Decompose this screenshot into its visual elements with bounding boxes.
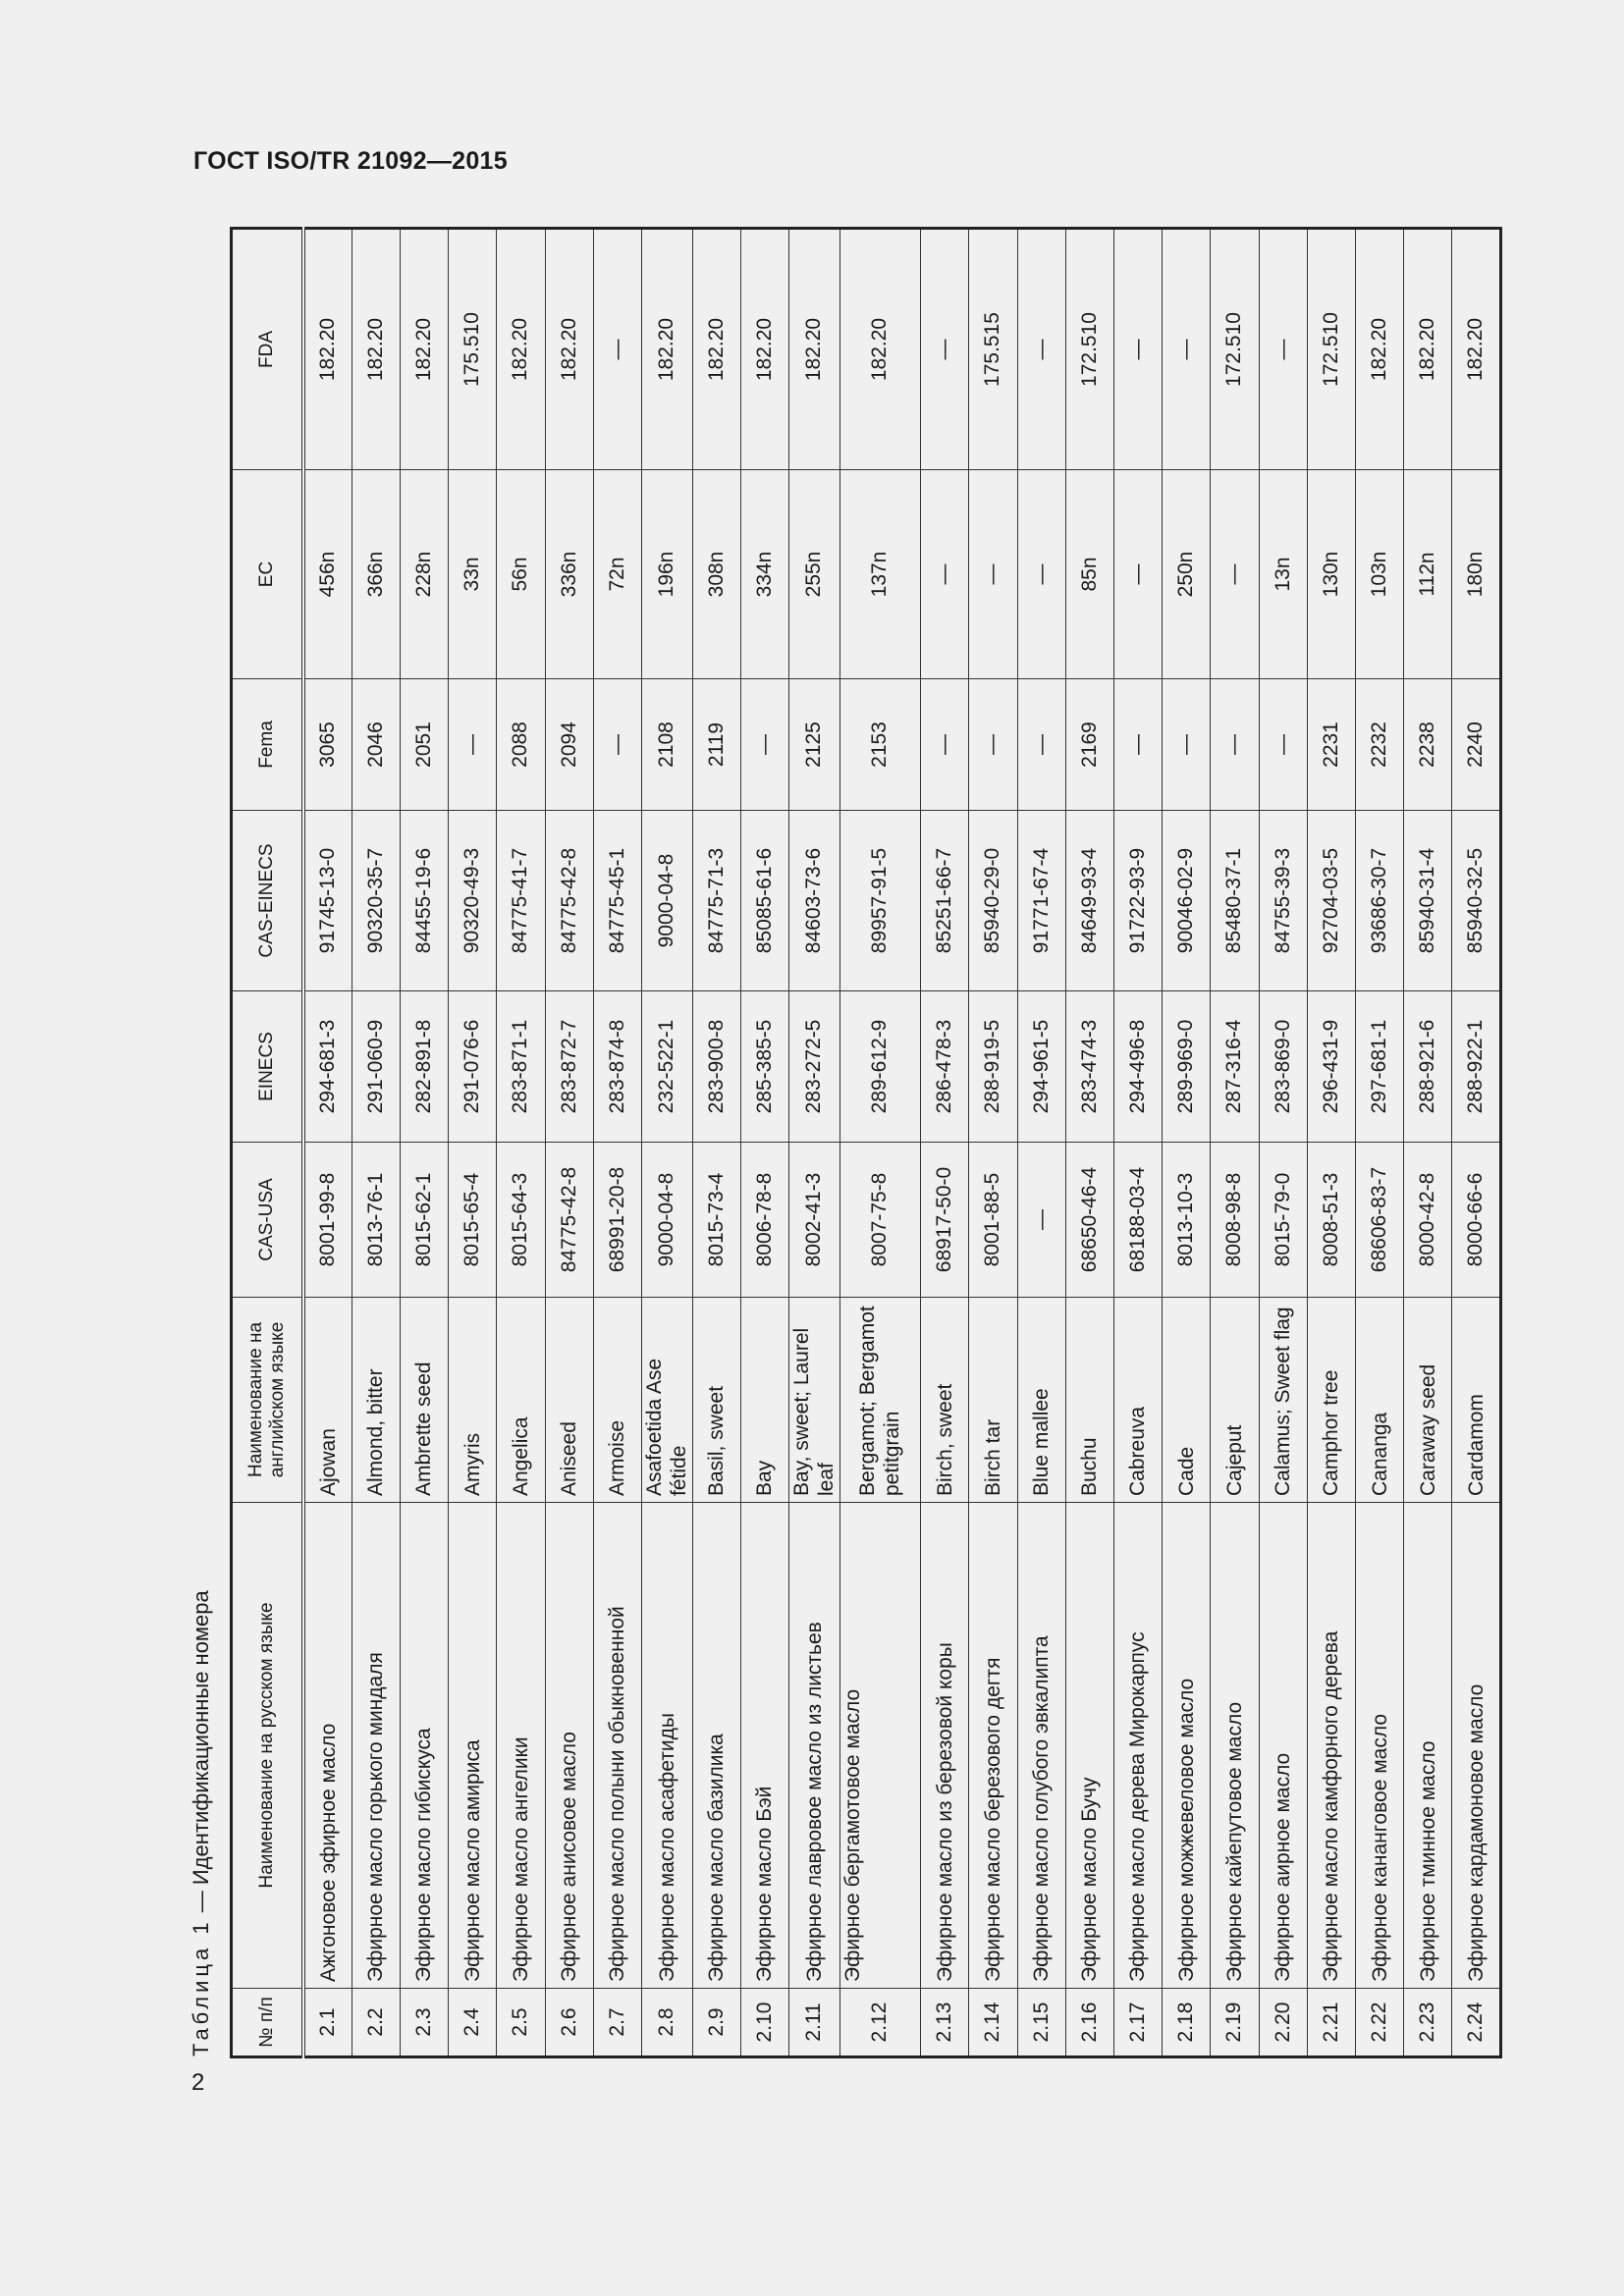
cas-einecs-cell: 90320-35-7	[352, 811, 400, 991]
table-row	[969, 229, 1017, 2057]
row-number-cell: 2.13	[921, 1989, 969, 2057]
ec-cell: —	[1017, 470, 1065, 679]
cas-einecs-cell: 85940-31-4	[1404, 811, 1452, 991]
cas-einecs-cell: 85940-32-5	[1452, 811, 1501, 991]
ec-cell: 196n	[642, 470, 693, 679]
cas-einecs-cell: 84603-73-6	[789, 811, 840, 991]
table-row	[1259, 229, 1307, 2057]
ec-cell: 137n	[839, 470, 920, 679]
en-name-cell: Bergamot; Bergamot petitgrain	[839, 1298, 920, 1503]
ru-name-cell: Эфирное масло Бэй	[740, 1503, 788, 1989]
ru-name-cell: Эфирное масло гибискуса	[400, 1503, 448, 1989]
einecs-cell: 288-922-1	[1452, 991, 1501, 1143]
ec-cell: 112n	[1404, 470, 1452, 679]
fda-cell: 172.510	[1211, 229, 1259, 470]
cas-usa-cell: 8001-88-5	[969, 1143, 1017, 1298]
fema-cell: 2094	[545, 679, 593, 811]
row-number-cell: 2.11	[789, 1989, 840, 2057]
einecs-cell: 294-681-3	[303, 991, 352, 1143]
cas-usa-cell: 68188-03-4	[1113, 1143, 1162, 1298]
cas-usa-cell: 68917-50-0	[921, 1143, 969, 1298]
fema-cell: 2153	[839, 679, 920, 811]
ec-cell: 366n	[352, 470, 400, 679]
fema-cell: 2108	[642, 679, 693, 811]
einecs-cell: 282-891-8	[400, 991, 448, 1143]
fema-cell: 2232	[1356, 679, 1404, 811]
table-row	[921, 229, 969, 2057]
ru-name-cell: Эфирное масло базилика	[692, 1503, 740, 1989]
einecs-cell: 294-496-8	[1113, 991, 1162, 1143]
ru-name-cell: Эфирное масло ангелики	[497, 1503, 545, 1989]
fema-cell: 2231	[1307, 679, 1355, 811]
ru-name-cell: Эфирное масло голубого эвкалипта	[1017, 1503, 1065, 1989]
cas-usa-cell: 8015-79-0	[1259, 1143, 1307, 1298]
ec-cell: —	[969, 470, 1017, 679]
row-number-cell: 2.7	[593, 1989, 641, 2057]
ru-name-cell: Эфирное анисовое масло	[545, 1503, 593, 1989]
fema-cell: —	[449, 679, 497, 811]
cas-einecs-cell: 85085-61-6	[740, 811, 788, 991]
ec-cell: 456n	[303, 470, 352, 679]
cas-usa-cell: 68606-83-7	[1356, 1143, 1404, 1298]
en-name-cell: Bay	[740, 1298, 788, 1503]
einecs-cell: 283-869-0	[1259, 991, 1307, 1143]
en-name-cell: Cardamom	[1452, 1298, 1501, 1503]
ec-cell: 308n	[692, 470, 740, 679]
table-row	[1307, 229, 1355, 2057]
row-number-cell: 2.6	[545, 1989, 593, 2057]
ec-cell: 334n	[740, 470, 788, 679]
fema-cell: 3065	[303, 679, 352, 811]
row-number-cell: 2.3	[400, 1989, 448, 2057]
header-cell: Наименование на русском языке	[232, 1503, 304, 1989]
fema-cell: 2169	[1065, 679, 1113, 811]
table-row	[1017, 229, 1065, 2057]
table-row	[1113, 229, 1162, 2057]
ru-name-cell: Эфирное масло из березовой коры	[921, 1503, 969, 1989]
fda-cell: —	[1113, 229, 1162, 470]
einecs-cell: 297-681-1	[1356, 991, 1404, 1143]
einecs-cell: 232-522-1	[642, 991, 693, 1143]
cas-usa-cell: 68650-46-4	[1065, 1143, 1113, 1298]
table-caption	[189, 1590, 214, 2056]
page-number: 2	[191, 2069, 205, 2096]
ec-cell: —	[1211, 470, 1259, 679]
cas-usa-cell: 8015-62-1	[400, 1143, 448, 1298]
table-row	[1211, 229, 1259, 2057]
row-number-cell: 2.1	[303, 1989, 352, 2057]
cas-usa-cell: 8008-98-8	[1211, 1143, 1259, 1298]
table-row	[692, 229, 740, 2057]
fema-cell: —	[1113, 679, 1162, 811]
row-number-cell: 2.20	[1259, 1989, 1307, 2057]
fema-cell: 2119	[692, 679, 740, 811]
fema-cell: —	[1259, 679, 1307, 811]
ru-name-cell: Эфирное масло дерева Мирокарпус	[1113, 1503, 1162, 1989]
table-row	[642, 229, 693, 2057]
ec-cell: 13n	[1259, 470, 1307, 679]
fema-cell: —	[740, 679, 788, 811]
fda-cell: 182.20	[1452, 229, 1501, 470]
fda-cell: —	[1163, 229, 1211, 470]
fda-cell: 175.510	[449, 229, 497, 470]
row-number-cell: 2.12	[839, 1989, 920, 2057]
en-name-cell: Caraway seed	[1404, 1298, 1452, 1503]
rotated-table-wrapper	[230, 230, 1502, 2058]
row-number-cell: 2.15	[1017, 1989, 1065, 2057]
fema-cell: —	[921, 679, 969, 811]
identification-table	[230, 227, 1502, 2058]
ec-cell: 56n	[497, 470, 545, 679]
ru-name-cell: Эфирное масло Бучу	[1065, 1503, 1113, 1989]
fema-cell: —	[593, 679, 641, 811]
table-body	[303, 229, 1501, 2057]
ec-cell: 85n	[1065, 470, 1113, 679]
ru-name-cell: Эфирное лавровое масло из листьев	[789, 1503, 840, 1989]
cas-einecs-cell: 91722-93-9	[1113, 811, 1162, 991]
cas-einecs-cell: 91745-13-0	[303, 811, 352, 991]
einecs-cell: 291-060-9	[352, 991, 400, 1143]
cas-usa-cell: 8015-65-4	[449, 1143, 497, 1298]
fda-cell: 172.510	[1065, 229, 1113, 470]
header-cell: Fema	[232, 679, 304, 811]
header-row	[232, 229, 304, 2057]
einecs-cell: 283-871-1	[497, 991, 545, 1143]
fema-cell: —	[1211, 679, 1259, 811]
en-name-cell: Cajeput	[1211, 1298, 1259, 1503]
cas-einecs-cell: 85480-37-1	[1211, 811, 1259, 991]
en-name-cell: Basil, sweet	[692, 1298, 740, 1503]
cas-usa-cell: 8000-42-8	[1404, 1143, 1452, 1298]
row-number-cell: 2.18	[1163, 1989, 1211, 2057]
fema-cell: 2051	[400, 679, 448, 811]
cas-usa-cell: 8002-41-3	[789, 1143, 840, 1298]
ec-cell: 103n	[1356, 470, 1404, 679]
ec-cell: 72n	[593, 470, 641, 679]
header-cell: EINECS	[232, 991, 304, 1143]
table-row	[1404, 229, 1452, 2057]
row-number-cell: 2.2	[352, 1989, 400, 2057]
ec-cell: 33n	[449, 470, 497, 679]
cas-usa-cell: 8013-76-1	[352, 1143, 400, 1298]
ru-name-cell: Эфирное кардамоновое масло	[1452, 1503, 1501, 1989]
row-number-cell: 2.22	[1356, 1989, 1404, 2057]
cas-usa-cell: 84775-42-8	[545, 1143, 593, 1298]
cas-usa-cell: 8006-78-8	[740, 1143, 788, 1298]
fema-cell: 2238	[1404, 679, 1452, 811]
cas-einecs-cell: 84775-41-7	[497, 811, 545, 991]
table-row	[740, 229, 788, 2057]
table-row	[593, 229, 641, 2057]
einecs-cell: 291-076-6	[449, 991, 497, 1143]
table-row	[789, 229, 840, 2057]
ec-cell: 130n	[1307, 470, 1355, 679]
fema-cell: —	[969, 679, 1017, 811]
row-number-cell: 2.16	[1065, 1989, 1113, 2057]
table-row	[303, 229, 352, 2057]
row-number-cell: 2.14	[969, 1989, 1017, 2057]
einecs-cell: 288-919-5	[969, 991, 1017, 1143]
ec-cell: 228n	[400, 470, 448, 679]
cas-usa-cell: 8015-64-3	[497, 1143, 545, 1298]
header-cell: CAS-USA	[232, 1143, 304, 1298]
fema-cell: 2088	[497, 679, 545, 811]
row-number-cell: 2.4	[449, 1989, 497, 2057]
table-row	[497, 229, 545, 2057]
fda-cell: 182.20	[497, 229, 545, 470]
cas-einecs-cell: 84775-45-1	[593, 811, 641, 991]
ru-name-cell: Эфирное аирное масло	[1259, 1503, 1307, 1989]
en-name-cell: Cananga	[1356, 1298, 1404, 1503]
cas-usa-cell: 8007-75-8	[839, 1143, 920, 1298]
fda-cell: 182.20	[789, 229, 840, 470]
header-cell: FDA	[232, 229, 304, 470]
header-cell: № п/п	[232, 1989, 304, 2057]
fda-cell: 182.20	[352, 229, 400, 470]
fema-cell: 2046	[352, 679, 400, 811]
en-name-cell: Cabreuva	[1113, 1298, 1162, 1503]
einecs-cell: 283-874-8	[593, 991, 641, 1143]
fema-cell: —	[1017, 679, 1065, 811]
einecs-cell: 283-900-8	[692, 991, 740, 1143]
table-row	[352, 229, 400, 2057]
cas-einecs-cell: 84775-71-3	[692, 811, 740, 991]
ru-name-cell: Эфирное масло камфорного дерева	[1307, 1503, 1355, 1989]
header-cell: EC	[232, 470, 304, 679]
cas-einecs-cell: 84775-42-8	[545, 811, 593, 991]
cas-einecs-cell: 85940-29-0	[969, 811, 1017, 991]
cas-usa-cell: 8001-99-8	[303, 1143, 352, 1298]
ru-name-cell: Эфирное бергамотовое масло	[839, 1503, 920, 1989]
fema-cell: —	[1163, 679, 1211, 811]
cas-einecs-cell: 90320-49-3	[449, 811, 497, 991]
cas-einecs-cell: 84649-93-4	[1065, 811, 1113, 991]
en-name-cell: Camphor tree	[1307, 1298, 1355, 1503]
ec-cell: —	[1113, 470, 1162, 679]
einecs-cell: 286-478-3	[921, 991, 969, 1143]
fda-cell: 182.20	[839, 229, 920, 470]
en-name-cell: Buchu	[1065, 1298, 1113, 1503]
en-name-cell: Aniseed	[545, 1298, 593, 1503]
fda-cell: 175.515	[969, 229, 1017, 470]
ru-name-cell: Эфирное тминное масло	[1404, 1503, 1452, 1989]
en-name-cell: Birch tar	[969, 1298, 1017, 1503]
table-caption-text: — Идентификационные номера	[189, 1590, 213, 1919]
einecs-cell: 287-316-4	[1211, 991, 1259, 1143]
en-name-cell: Cade	[1163, 1298, 1211, 1503]
ec-cell: —	[921, 470, 969, 679]
en-name-cell: Calamus; Sweet flag	[1259, 1298, 1307, 1503]
einecs-cell: 296-431-9	[1307, 991, 1355, 1143]
cas-einecs-cell: 93686-30-7	[1356, 811, 1404, 991]
row-number-cell: 2.23	[1404, 1989, 1452, 2057]
en-name-cell: Ajowan	[303, 1298, 352, 1503]
table-row	[1356, 229, 1404, 2057]
row-number-cell: 2.24	[1452, 1989, 1501, 2057]
ec-cell: 180n	[1452, 470, 1501, 679]
row-number-cell: 2.10	[740, 1989, 788, 2057]
fda-cell: —	[1259, 229, 1307, 470]
cas-usa-cell: 8000-66-6	[1452, 1143, 1501, 1298]
table-row	[1163, 229, 1211, 2057]
fda-cell: 182.20	[1404, 229, 1452, 470]
ru-name-cell: Эфирное можжевеловое масло	[1163, 1503, 1211, 1989]
cas-einecs-cell: 91771-67-4	[1017, 811, 1065, 991]
fda-cell: 182.20	[740, 229, 788, 470]
en-name-cell: Birch, sweet	[921, 1298, 969, 1503]
fda-cell: 182.20	[545, 229, 593, 470]
header-cell: CAS-EINECS	[232, 811, 304, 991]
einecs-cell: 294-961-5	[1017, 991, 1065, 1143]
ru-name-cell: Эфирное кайепутовое масло	[1211, 1503, 1259, 1989]
ru-name-cell: Эфирное масло полыни обыкновенной	[593, 1503, 641, 1989]
fda-cell: 182.20	[400, 229, 448, 470]
fema-cell: 2240	[1452, 679, 1501, 811]
cas-einecs-cell: 84455-19-6	[400, 811, 448, 991]
cas-einecs-cell: 84755-39-3	[1259, 811, 1307, 991]
table-row	[449, 229, 497, 2057]
row-number-cell: 2.21	[1307, 1989, 1355, 2057]
table-row	[1065, 229, 1113, 2057]
cas-einecs-cell: 92704-03-5	[1307, 811, 1355, 991]
cas-usa-cell: —	[1017, 1143, 1065, 1298]
en-name-cell: Armoise	[593, 1298, 641, 1503]
ru-name-cell: Эфирное масло амириса	[449, 1503, 497, 1989]
fda-cell: 182.20	[692, 229, 740, 470]
table-caption-label: Таблица 1	[189, 1918, 213, 2056]
en-name-cell: Amyris	[449, 1298, 497, 1503]
cas-usa-cell: 8008-51-3	[1307, 1143, 1355, 1298]
header-cell: Наименование на английском языке	[232, 1298, 304, 1503]
ru-name-cell: Эфирное канангoвое масло	[1356, 1503, 1404, 1989]
fda-cell: —	[593, 229, 641, 470]
table-row	[545, 229, 593, 2057]
ru-name-cell: Эфирное масло горького миндаля	[352, 1503, 400, 1989]
en-name-cell: Asafoetida Ase fétide	[642, 1298, 693, 1503]
document-header: ГОСТ ISO/TR 21092—2015	[193, 147, 508, 175]
fda-cell: 182.20	[642, 229, 693, 470]
cas-einecs-cell: 90046-02-9	[1163, 811, 1211, 991]
einecs-cell: 285-385-5	[740, 991, 788, 1143]
einecs-cell: 283-272-5	[789, 991, 840, 1143]
ru-name-cell: Эфирное масло асафетиды	[642, 1503, 693, 1989]
cas-einecs-cell: 89957-91-5	[839, 811, 920, 991]
fema-cell: 2125	[789, 679, 840, 811]
cas-usa-cell: 8013-10-3	[1163, 1143, 1211, 1298]
einecs-cell: 283-872-7	[545, 991, 593, 1143]
row-number-cell: 2.9	[692, 1989, 740, 2057]
ru-name-cell: Ажгоновое эфирное масло	[303, 1503, 352, 1989]
ec-cell: 255n	[789, 470, 840, 679]
table-row	[1452, 229, 1501, 2057]
einecs-cell: 289-612-9	[839, 991, 920, 1143]
fda-cell: 182.20	[1356, 229, 1404, 470]
ec-cell: 250n	[1163, 470, 1211, 679]
fda-cell: —	[1017, 229, 1065, 470]
table-row	[400, 229, 448, 2057]
cas-usa-cell: 9000-04-8	[642, 1143, 693, 1298]
einecs-cell: 288-921-6	[1404, 991, 1452, 1143]
fda-cell: 182.20	[303, 229, 352, 470]
cas-usa-cell: 68991-20-8	[593, 1143, 641, 1298]
cas-einecs-cell: 85251-66-7	[921, 811, 969, 991]
ec-cell: 336n	[545, 470, 593, 679]
ru-name-cell: Эфирное масло березового дегтя	[969, 1503, 1017, 1989]
row-number-cell: 2.19	[1211, 1989, 1259, 2057]
einecs-cell: 289-969-0	[1163, 991, 1211, 1143]
en-name-cell: Almond, bitter	[352, 1298, 400, 1503]
cas-usa-cell: 8015-73-4	[692, 1143, 740, 1298]
en-name-cell: Angelica	[497, 1298, 545, 1503]
en-name-cell: Blue mallee	[1017, 1298, 1065, 1503]
table-row	[839, 229, 920, 2057]
cas-einecs-cell: 9000-04-8	[642, 811, 693, 991]
einecs-cell: 283-474-3	[1065, 991, 1113, 1143]
row-number-cell: 2.5	[497, 1989, 545, 2057]
fda-cell: —	[921, 229, 969, 470]
row-number-cell: 2.17	[1113, 1989, 1162, 2057]
fda-cell: 172.510	[1307, 229, 1355, 470]
row-number-cell: 2.8	[642, 1989, 693, 2057]
en-name-cell: Bay, sweet; Laurel leaf	[789, 1298, 840, 1503]
en-name-cell: Ambrette seed	[400, 1298, 448, 1503]
